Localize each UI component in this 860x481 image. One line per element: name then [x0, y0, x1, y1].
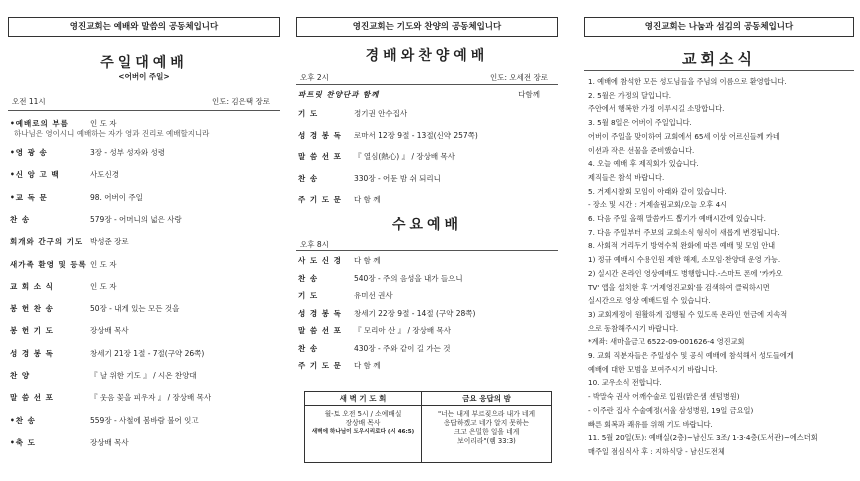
col2-title-2: 수요예배: [391, 217, 463, 233]
news-line: 이션과 작은 선물을 준비했습니다.: [588, 145, 695, 155]
order-label: 말 씀 선 포: [298, 326, 342, 335]
order-row: [8, 259, 280, 272]
order-row: [8, 370, 280, 383]
order-value: 창세기 21장 1절 - 7절(구약 26쪽): [90, 348, 205, 358]
col1-title: 주일대예배: [100, 55, 188, 71]
col2-info-1: [296, 72, 558, 84]
friday-prayer: [421, 392, 551, 462]
divider: [296, 84, 558, 85]
news-line: 주안에서 행복한 가정 이루시길 소망합니다.: [588, 104, 725, 114]
order-value: 다 함 께: [354, 256, 381, 265]
order-value: 559장 - 사철에 봄바람 불어 잇고: [90, 415, 199, 425]
news-line: 10. 교우소식 전합니다.: [588, 378, 662, 388]
order-row: [8, 236, 280, 249]
order-row: [296, 290, 558, 303]
order-label: 주 기 도 문: [298, 361, 342, 370]
friday-prayer-line: 응답하겠고 네가 알지 못하는: [443, 419, 530, 427]
church-news-column: [584, 0, 854, 481]
worship-order-column: [8, 0, 280, 481]
order-value: 인 도 자: [90, 281, 117, 291]
news-line: 매주일 점심식사 후 : 지하식당 - 남신도전체: [588, 446, 725, 456]
news-line: 3. 5월 8일은 어버이 주일입니다.: [588, 118, 692, 128]
divider: [584, 70, 854, 71]
news-line: *계좌: 새마을금고 6522-09-001626-4 영진교회: [588, 337, 745, 347]
order-row: [296, 360, 558, 373]
order-value: 430장 - 주와 같이 길 가는 것: [354, 343, 451, 353]
news-line: 9. 교회 직분자들은 주일성수 및 공식 예배에 참석해서 성도들에게: [588, 351, 794, 360]
order-value: 『 날 위한 기도 』 / 시온 찬양대: [90, 371, 197, 380]
order-label: 찬 송: [298, 173, 319, 183]
friday-prayer-line: 보이리라"(렘 33:3): [457, 437, 516, 445]
order-row: [8, 214, 280, 227]
order-row: [8, 415, 280, 428]
order-value: 인 도 자: [90, 119, 117, 128]
col1-leader: 인도: 김은택 장로: [211, 97, 270, 106]
order-value: 『 웃음 꽃을 피우자 』 / 장상배 목사: [90, 393, 212, 403]
order-row: [8, 192, 280, 205]
news-line: 5. 거제시찰회 모임이 아래와 같이 있습니다.: [588, 186, 727, 196]
order-row: [8, 303, 280, 316]
order-row: [296, 308, 558, 321]
dawn-prayer-title: 새 벽 기 도 회: [305, 392, 421, 406]
news-line: 예배에 대한 모범을 보여주시기 바랍니다.: [588, 364, 718, 374]
friday-prayer-title: 금요 응답의 밤: [422, 392, 551, 406]
order-label: 회개와 간구의 기도: [10, 237, 84, 247]
order-value: 다 함 께: [354, 361, 381, 370]
col3-banner: 영진교회는 나눔과 섬김의 공동체입니다: [584, 17, 854, 37]
order-value: 『 열심(熱心) 』 / 장상배 목사: [354, 152, 456, 161]
dawn-prayer-line: 월-토 오전 5시 / 소예배실: [324, 410, 402, 418]
order-value: 인 도 자: [90, 259, 117, 269]
news-line: 1. 예배에 참석한 모든 성도님들을 주님의 이름으로 환영합니다.: [588, 77, 787, 86]
order-label: 성 경 봉 독: [298, 130, 342, 140]
praise-value: 다함께: [518, 90, 540, 99]
news-line: - 이주란 집사 수술예정(서울 삼성병원, 19일 금요일): [588, 405, 754, 415]
order-row: [296, 173, 558, 186]
order-label: 성 경 봉 독: [10, 348, 54, 358]
order-label: •찬 송: [10, 415, 36, 425]
order-subtext: 하나님은 영이시니 예배하는 자가 영과 진리로 예배할지니라: [14, 129, 210, 138]
order-row: [296, 343, 558, 356]
order-row: [8, 147, 280, 160]
news-line: - 박말숙 권사 어깨수술로 입원(맑은샘 센텀병원): [588, 392, 740, 402]
news-line: 으로 동참해주시기 바랍니다.: [588, 323, 679, 333]
order-label: 찬 송: [10, 214, 31, 224]
order-label: 교 회 소 식: [10, 281, 54, 291]
order-row: [8, 118, 280, 138]
order-label: 새가족 환영 및 등록: [10, 259, 87, 269]
col2-leader-1: 인도: 오세전 장로: [489, 73, 548, 82]
order-row: [296, 151, 558, 164]
order-row: [8, 437, 280, 450]
dawn-prayer-verse: 새벽에 하나님이 도우시리로다 (시 46:5): [311, 429, 415, 435]
dawn-prayer: [305, 392, 421, 462]
news-line: 2. 5월은 가정의 달입니다.: [588, 90, 672, 100]
order-label: 기 도: [298, 291, 319, 300]
order-row: [296, 108, 558, 121]
friday-prayer-line: 크고 은밀한 일을 네게: [453, 428, 520, 436]
news-line: 11. 5월 20일(토): 예배실(2층)~남신도 3조/ 1·3·4층(도서관)~에스더회: [588, 433, 818, 443]
order-label: 봉 헌 찬 송: [10, 304, 54, 314]
col2-title-1: 경배와찬양예배: [365, 48, 489, 64]
col2-time-1: 오후 2시: [300, 73, 329, 82]
order-label: •교 독 문: [10, 192, 48, 202]
order-label: 찬 송: [298, 343, 319, 353]
order-value: 다 함 께: [354, 195, 381, 204]
order-value: 『 모리아 산 』 / 장상배 목사: [354, 326, 452, 335]
order-row: [8, 392, 280, 405]
praise-row: [296, 89, 558, 102]
order-label: 말 씀 선 포: [10, 393, 54, 403]
order-label: •예배로의 부름: [10, 119, 69, 128]
order-value: 장상배 목사: [90, 326, 129, 336]
news-line: - 장소 및 시간 : 거제솔림교회/오늘 오후 4시: [588, 200, 728, 210]
praise-label: 파트릿 찬양단과 함께: [298, 90, 380, 99]
col1-time: 오전 11시: [12, 97, 46, 106]
order-label: •영 광 송: [10, 148, 48, 157]
order-value: 330장 - 어둔 밤 쉬 되리니: [354, 173, 441, 183]
order-row: [8, 348, 280, 361]
news-line: 8. 사회적 거리두기 방역수칙 완화에 따른 예배 및 모임 안내: [588, 241, 776, 251]
col1-info: [8, 96, 280, 108]
order-value: 사도신경: [90, 170, 119, 180]
order-value: 50장 - 내게 있는 모든 것을: [90, 304, 180, 314]
order-label: 주 기 도 문: [298, 195, 342, 204]
order-value: 정기권 안수집사: [354, 109, 408, 118]
order-row: [296, 273, 558, 286]
order-row: [8, 281, 280, 294]
order-row: [8, 325, 280, 338]
order-label: 기 도: [298, 109, 319, 118]
order-value: 98. 어버이 주일: [90, 192, 143, 202]
news-line: 어버이 주일을 맞이하여 교회에서 65세 이상 어르신들께 카네: [588, 131, 780, 141]
order-row: [296, 194, 558, 207]
order-row: [296, 255, 558, 268]
news-line: 7. 다음 주일부터 주보의 교회소식 형식이 새롭게 변경됩니다.: [588, 227, 780, 237]
prayer-box: [304, 391, 552, 463]
order-value: 유미선 권사: [354, 291, 393, 300]
order-label: 성 경 봉 독: [298, 308, 342, 318]
dawn-prayer-line: 장상배 목사: [345, 419, 381, 427]
order-row: [8, 169, 280, 182]
order-label: 봉 헌 기 도: [10, 326, 54, 336]
order-value: 579장 - 어머니의 넓은 사랑: [90, 214, 182, 224]
friday-prayer-line: "너는 내게 부르짖으라 내가 네게: [437, 410, 536, 418]
col2-time-2: 오후 8시: [300, 240, 329, 249]
news-line: 제직들은 참석 바랍니다.: [588, 172, 665, 182]
order-label: 말 씀 선 포: [298, 152, 342, 161]
divider: [296, 250, 558, 251]
news-line: 빠른 회복과 쾌유를 위해 기도 바랍니다.: [588, 419, 713, 429]
col1-subtitle: <어버이 주일>: [118, 72, 170, 81]
news-line: 2) 실시간 온라인 영상예배도 병행합니다.-스마트 폰에 '카카오: [588, 268, 783, 278]
order-label: 찬 양: [10, 371, 31, 380]
order-value: 장상배 목사: [90, 437, 129, 447]
news-line: 4. 오늘 예배 후 제직회가 있습니다.: [588, 159, 699, 169]
order-label: 찬 송: [298, 273, 319, 283]
col2-banner: 영진교회는 기도와 찬양의 공동체입니다: [296, 17, 558, 37]
news-line: 3) 교회계정이 원활하게 집행될 수 있도록 온라인 헌금에 지속적: [588, 309, 788, 319]
order-label: •축 도: [10, 437, 36, 447]
order-label: 사 도 신 경: [298, 256, 342, 265]
divider: [8, 110, 280, 111]
news-line: 6. 다음 주일 올해 말씀카드 뽑기가 예배시간에 있습니다.: [588, 214, 766, 223]
order-row: [296, 130, 558, 143]
order-value: 로마서 12장 9절 - 13절(신약 257쪽): [354, 130, 478, 140]
col1-banner: 영진교회는 예배와 말씀의 공동체입니다: [8, 17, 280, 37]
order-row: [296, 325, 558, 338]
order-value: 540장 - 주의 음성을 내가 들으니: [354, 273, 463, 283]
order-value: 3장 - 성부 성자와 성령: [90, 148, 165, 157]
col3-title: 교회소식: [682, 50, 756, 68]
praise-wednesday-column: [296, 0, 558, 481]
news-line: 1) 정규 예배시 수용인원 제한 해제, 소모임·찬양대 운영 가능.: [588, 255, 781, 265]
news-line: 실시간으로 영상 예배드릴 수 있습니다.: [588, 296, 711, 306]
order-value: 박성준 장로: [90, 237, 129, 247]
order-label: •신 앙 고 백: [10, 170, 60, 180]
news-line: TV' 앱을 설치한 후 '거제영진교회'를 검색하여 클릭하시면: [588, 282, 770, 292]
order-value: 창세기 22장 9절 - 14절 (구약 28쪽): [354, 308, 476, 318]
